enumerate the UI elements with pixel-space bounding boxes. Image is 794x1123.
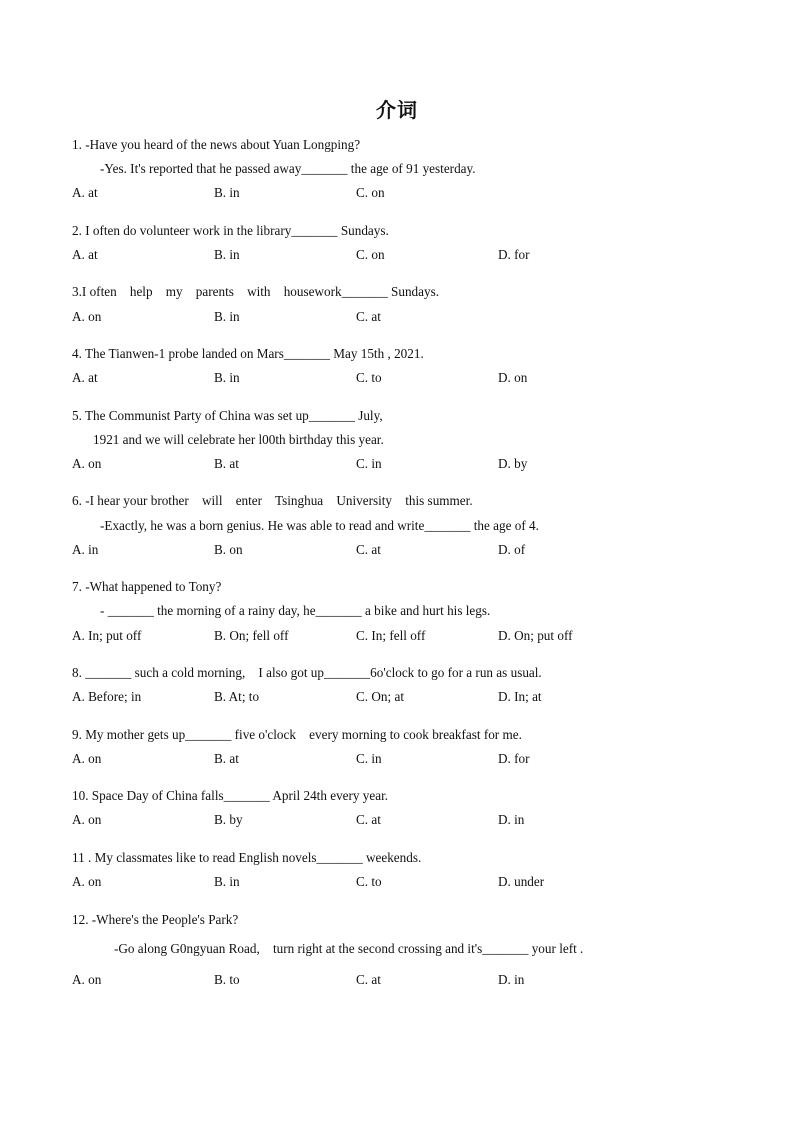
question-1-option-b: B. in — [214, 185, 240, 200]
question-9-option-b: B. at — [214, 751, 239, 766]
question-10-line-1: 10. Space Day of China falls_______ April 24th every year. — [72, 788, 389, 803]
question-10-option-a: A. on — [72, 812, 102, 827]
question-2-line-1: 2. I often do volunteer work in the library_______ Sundays. — [72, 223, 389, 238]
question-5-option-d: D. by — [498, 456, 528, 471]
question-7-option-d: D. On; put off — [498, 628, 573, 643]
question-1-option-a: A. at — [72, 185, 98, 200]
question-2-option-b: B. in — [214, 247, 240, 262]
question-9-option-a: A. on — [72, 751, 102, 766]
question-12-line-2: -Go along G0ngyuan Road, turn right at the second crossing and it's_______ your left . — [114, 941, 584, 956]
question-11-option-c: C. to — [356, 874, 382, 889]
question-7-option-c: C. In; fell off — [356, 628, 426, 643]
question-7-line-2: - _______ the morning of a rainy day, he_______ a bike and hurt his legs. — [100, 603, 491, 618]
question-12-option-b: B. to — [214, 972, 240, 987]
question-7-option-b: B. On; fell off — [214, 628, 289, 643]
question-2-option-a: A. at — [72, 247, 98, 262]
question-3-option-c: C. at — [356, 309, 381, 324]
question-7-line-1: 7. -What happened to Tony? — [72, 579, 222, 594]
question-9-option-c: C. in — [356, 751, 382, 766]
question-11-option-b: B. in — [214, 874, 240, 889]
question-12-option-a: A. on — [72, 972, 102, 987]
question-4-option-d: D. on — [498, 370, 528, 385]
question-7-option-a: A. In; put off — [72, 628, 142, 643]
question-6-option-c: C. at — [356, 542, 381, 557]
question-3-option-b: B. in — [214, 309, 240, 324]
question-1-line-2: -Yes. It's reported that he passed away_______ the age of 91 yesterday. — [100, 161, 476, 176]
question-12-option-d: D. in — [498, 972, 525, 987]
question-8-option-d: D. In; at — [498, 689, 542, 704]
question-5-line-2: 1921 and we will celebrate her l00th birthday this year. — [93, 432, 384, 447]
question-5-line-1: 5. The Communist Party of China was set up_______ July, — [72, 408, 383, 423]
question-6-line-1: 6. -I hear your brother will enter Tsinghua University this summer. — [72, 493, 473, 508]
question-1-line-1: 1. -Have you heard of the news about Yuan Longping? — [72, 137, 361, 152]
question-5-option-a: A. on — [72, 456, 102, 471]
question-10-option-b: B. by — [214, 812, 243, 827]
question-10-option-c: C. at — [356, 812, 381, 827]
question-4-option-b: B. in — [214, 370, 240, 385]
question-6-option-b: B. on — [214, 542, 243, 557]
question-2-option-d: D. for — [498, 247, 530, 262]
question-1-option-c: C. on — [356, 185, 385, 200]
question-11-line-1: 11 . My classmates like to read English novels_______ weekends. — [72, 850, 422, 865]
question-3-line-1: 3.I often help my parents with housework_______ Sundays. — [72, 284, 440, 299]
question-4-option-a: A. at — [72, 370, 98, 385]
page-title: 介词 — [376, 98, 418, 122]
question-12-line-1: 12. -Where's the People's Park? — [72, 912, 239, 927]
question-11-option-a: A. on — [72, 874, 102, 889]
question-2-option-c: C. on — [356, 247, 385, 262]
question-6-line-2: -Exactly, he was a born genius. He was able to read and write_______ the age of 4. — [100, 518, 539, 533]
question-8-line-1: 8. _______ such a cold morning, I also got up_______6o'clock to go for a run as usual. — [72, 665, 542, 680]
question-8-option-b: B. At; to — [214, 689, 260, 704]
question-5-option-b: B. at — [214, 456, 239, 471]
question-4-option-c: C. to — [356, 370, 382, 385]
question-6-option-a: A. in — [72, 542, 99, 557]
question-9-line-1: 9. My mother gets up_______ five o'clock every morning to cook breakfast for me. — [72, 727, 522, 742]
question-5-option-c: C. in — [356, 456, 382, 471]
question-8-option-c: C. On; at — [356, 689, 404, 704]
question-8-option-a: A. Before; in — [72, 689, 142, 704]
question-3-option-a: A. on — [72, 309, 102, 324]
question-11-option-d: D. under — [498, 874, 545, 889]
question-10-option-d: D. in — [498, 812, 525, 827]
question-4-line-1: 4. The Tianwen-1 probe landed on Mars_______ May 15th , 2021. — [72, 346, 424, 361]
question-9-option-d: D. for — [498, 751, 530, 766]
question-12-option-c: C. at — [356, 972, 381, 987]
question-6-option-d: D. of — [498, 542, 526, 557]
